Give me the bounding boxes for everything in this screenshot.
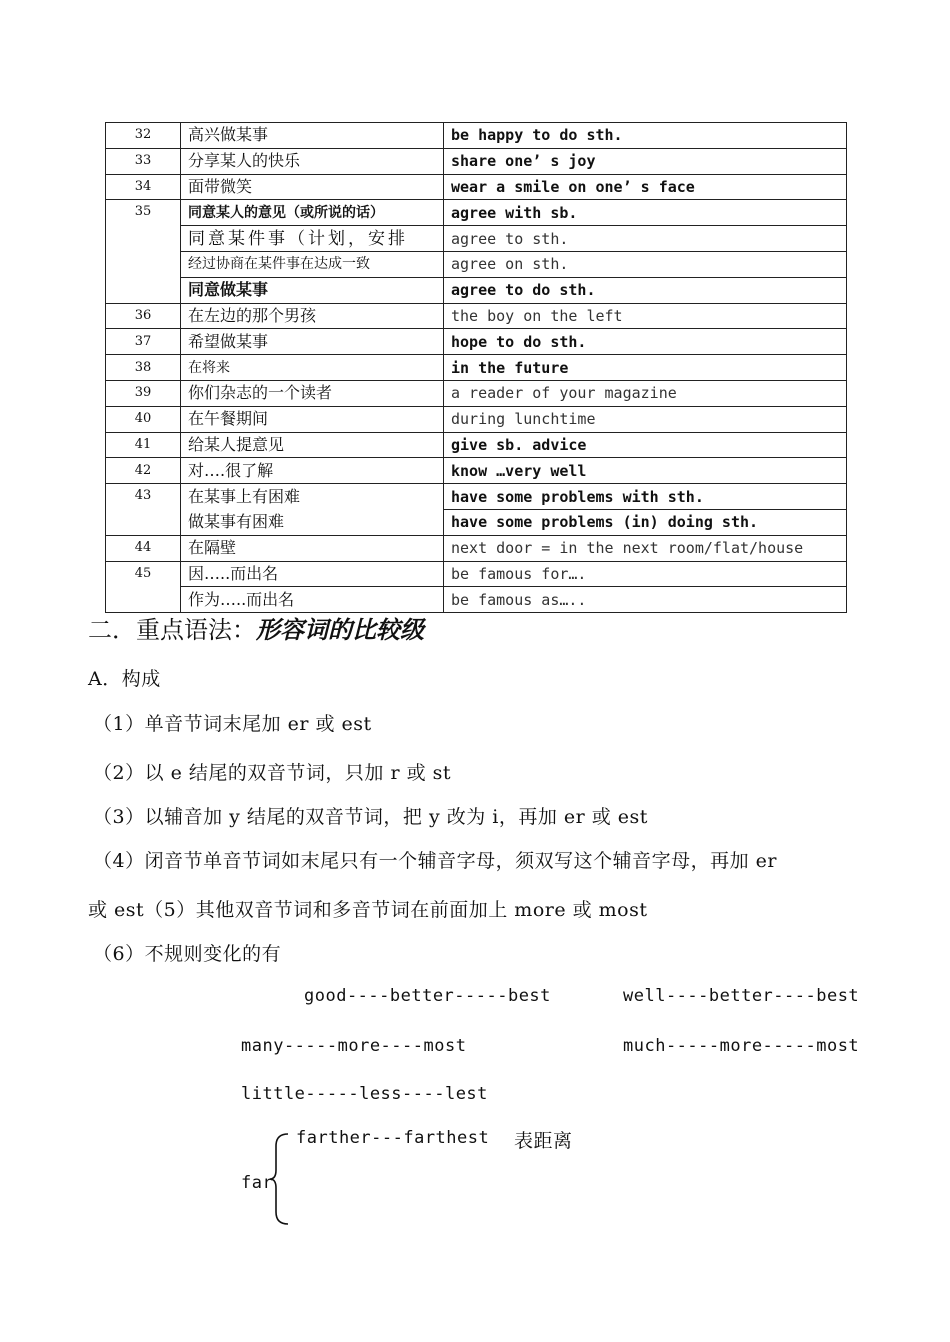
chinese-phrase: 面带微笑: [181, 174, 444, 200]
row-number: 34: [106, 174, 181, 200]
english-phrase: agree to do sth.: [444, 277, 847, 303]
table-row: [106, 561, 847, 587]
table-row: [106, 458, 847, 484]
english-phrase: agree to sth.: [444, 226, 847, 252]
table-row: [106, 174, 847, 200]
chinese-phrase: 因…..而出名: [181, 561, 444, 587]
table-row: [106, 509, 847, 535]
rule-1: （1）单音节词末尾加 er 或 est: [93, 713, 372, 735]
english-phrase: have some problems (in) doing sth.: [444, 509, 847, 535]
english-phrase: the boy on the left: [444, 303, 847, 329]
chinese-phrase: 在隔壁: [181, 535, 444, 561]
chinese-phrase: 作为…..而出名: [181, 587, 444, 613]
row-number: 40: [106, 406, 181, 432]
row-number: 36: [106, 303, 181, 329]
chinese-phrase: 你们杂志的一个读者: [181, 380, 444, 406]
chinese-phrase: 在午餐期间: [181, 406, 444, 432]
table-row: [106, 329, 847, 355]
irregular-good: good----better-----best: [304, 986, 551, 1006]
chinese-phrase: 在某事上有困难: [181, 484, 444, 510]
row-number: 33: [106, 148, 181, 174]
english-phrase: be happy to do sth.: [444, 123, 847, 149]
row-number: 45: [106, 561, 181, 613]
table-row: [106, 380, 847, 406]
table-row: [106, 535, 847, 561]
rule-2: （2）以 e 结尾的双音节词，只加 r 或 st: [93, 762, 451, 784]
section-heading-topic: 形容词的比较级: [256, 616, 424, 644]
chinese-phrase: 在左边的那个男孩: [181, 303, 444, 329]
english-phrase: be famous as…..: [444, 587, 847, 613]
table-row: [106, 277, 847, 303]
english-phrase: agree with sb.: [444, 200, 847, 226]
english-phrase: in the future: [444, 355, 847, 381]
english-phrase: share one’ s joy: [444, 148, 847, 174]
row-number: 39: [106, 380, 181, 406]
english-phrase: have some problems with sth.: [444, 484, 847, 510]
chinese-phrase: 同意某件事（计划，安排: [181, 226, 444, 252]
table-row: [106, 406, 847, 432]
row-number: 32: [106, 123, 181, 149]
rule-5: 或 est（5）其他双音节词和多音节词在前面加上 more 或 most: [88, 899, 648, 921]
table-row: [106, 432, 847, 458]
section-heading: [88, 610, 424, 645]
subheading-a: A．构成: [88, 668, 161, 690]
table-row: [106, 587, 847, 613]
table-row: [106, 355, 847, 381]
chinese-phrase: 给某人提意见: [181, 432, 444, 458]
english-phrase: be famous for….: [444, 561, 847, 587]
chinese-phrase: 希望做某事: [181, 329, 444, 355]
row-number: 38: [106, 355, 181, 381]
english-phrase: a reader of your magazine: [444, 380, 847, 406]
rule-4: （4）闭音节单音节词如末尾只有一个辅音字母，须双写这个辅音字母，再加 er: [93, 850, 777, 872]
chinese-phrase: 高兴做某事: [181, 123, 444, 149]
vocabulary-table: [105, 122, 847, 613]
table-row: [106, 200, 847, 226]
rule-3: （3）以辅音加 y 结尾的双音节词，把 y 改为 i，再加 er 或 est: [93, 806, 648, 828]
english-phrase: during lunchtime: [444, 406, 847, 432]
irregular-many: many-----more----most: [241, 1036, 467, 1056]
chinese-phrase: 分享某人的快乐: [181, 148, 444, 174]
english-phrase: agree on sth.: [444, 251, 847, 277]
table-row: [106, 303, 847, 329]
irregular-well: well----better----best: [623, 986, 860, 1006]
english-phrase: know …very well: [444, 458, 847, 484]
chinese-phrase: 同意做某事: [181, 277, 444, 303]
chinese-phrase: 在将来: [181, 355, 444, 381]
section-heading-plain: 二．重点语法：: [88, 616, 256, 644]
english-phrase: hope to do sth.: [444, 329, 847, 355]
english-phrase: next door = in the next room/flat/house: [444, 535, 847, 561]
row-number: 41: [106, 432, 181, 458]
english-phrase: wear a smile on one’ s face: [444, 174, 847, 200]
row-number: 35: [106, 200, 181, 303]
chinese-phrase: 对….很了解: [181, 458, 444, 484]
row-number: 43: [106, 484, 181, 536]
curly-brace-icon: [268, 1132, 292, 1226]
table-row: [106, 226, 847, 252]
chinese-phrase: 经过协商在某件事在达成一致: [181, 251, 444, 277]
irregular-farther: farther---farthest: [296, 1128, 490, 1148]
table-row: [106, 484, 847, 510]
irregular-much: much-----more-----most: [623, 1036, 860, 1056]
chinese-phrase: 同意某人的意见（或所说的话）: [181, 200, 444, 226]
english-phrase: give sb. advice: [444, 432, 847, 458]
farther-note: 表距离: [514, 1130, 573, 1152]
row-number: 37: [106, 329, 181, 355]
table-row: [106, 251, 847, 277]
table-row: [106, 148, 847, 174]
irregular-little: little-----less----lest: [241, 1084, 488, 1104]
row-number: 44: [106, 535, 181, 561]
chinese-phrase: 做某事有困难: [181, 509, 444, 535]
rule-6: （6）不规则变化的有: [93, 943, 282, 965]
row-number: 42: [106, 458, 181, 484]
irregular-far: far: [241, 1173, 274, 1193]
table-row: [106, 123, 847, 149]
